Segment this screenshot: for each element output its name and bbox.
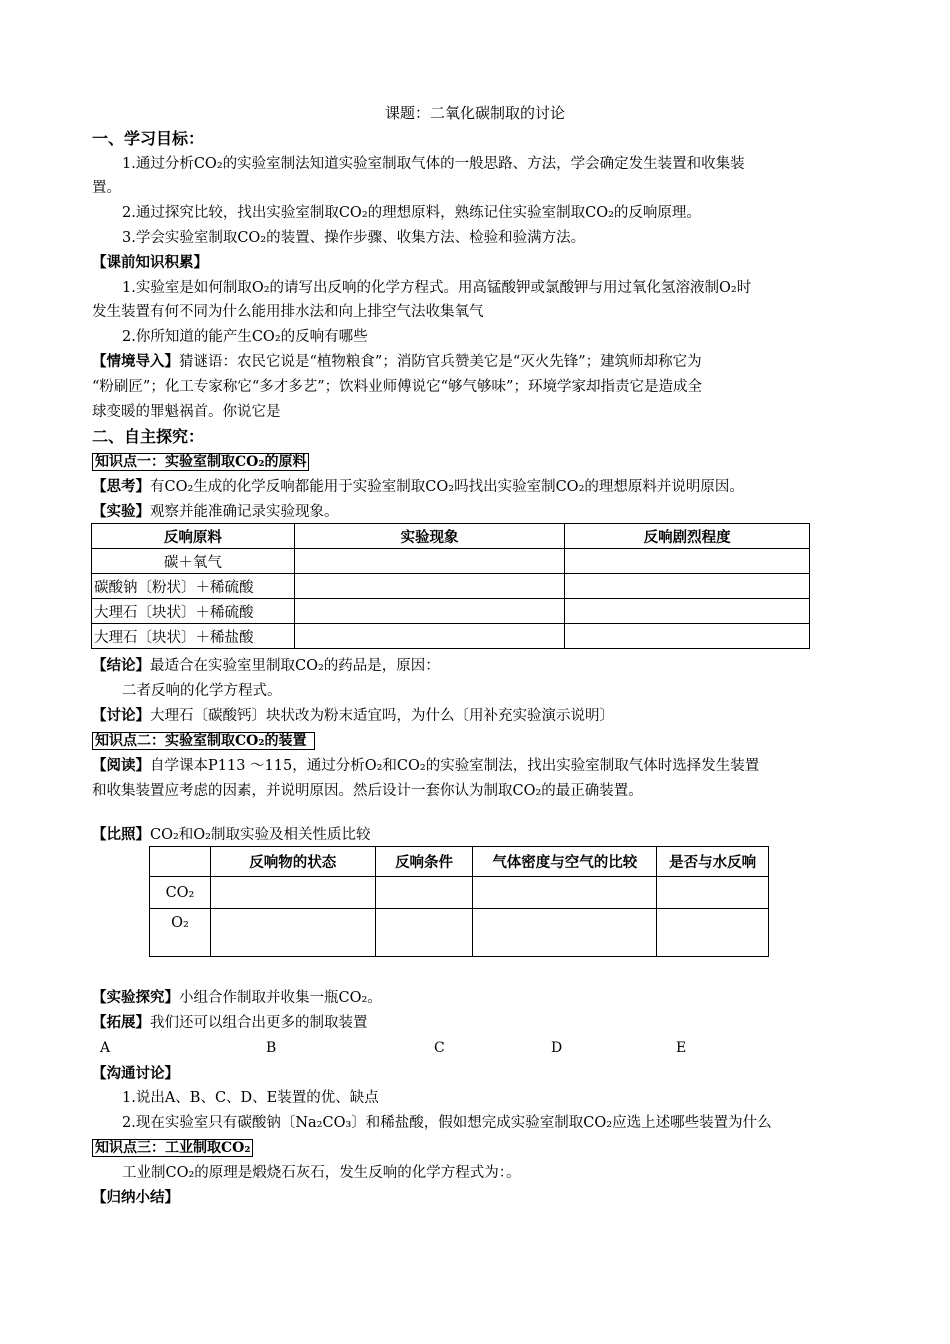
conclusion-line-2: 二者反响的化学方程式。 [122,683,282,699]
table-cell: 碳酸钠〔粉状〕＋稀硫酸 [92,574,295,599]
table-cell: O₂ [150,909,211,957]
intro-line-3: 球变暖的罪魁祸首。你说它是 [92,404,281,420]
apparatus-label-a: A [100,1040,111,1056]
experiment-text: 观察并能准确记录实验现象。 [150,504,339,520]
extension-line [92,1013,368,1033]
summary-label: 【归纳小结】 [92,1189,179,1206]
table-cell [210,909,375,957]
reading-text-1: 自学课本P113 ～115，通过分析O₂和CO₂的实验室制法，找出实验室制取气体时选择发生装置 [150,758,760,774]
table-cell [657,877,769,909]
prior-q1-line-a: 1.实验室是如何制取O₂的请写出反响的化学方程式。用高锰酸钾或氯酸钾与用过氧化氢溶液制O₂时 [122,280,752,296]
prior-q1-line-b: 发生装置有何不同为什么能用排水法和向上排空气法收集氧气 [92,304,484,320]
discussion-text: 大理石〔碳酸钙〕块状改为粉末适宜吗，为什么〔用补充实验演示说明〕 [150,708,614,724]
table-cell: CO₂ [150,877,211,909]
think-text: 有CO₂生成的化学反响都能用于实验室制取CO₂吗找出实验室制CO₂的理想原料并说明原因。 [150,479,744,495]
apparatus-label-b: B [266,1040,277,1056]
table-row [92,549,810,574]
table-cell [210,877,375,909]
think-line [92,477,744,497]
kp1-box: 知识点一：实验室制取CO₂的原料 [92,453,309,471]
prior-q2: 2.你所知道的能产生CO₂的反响有哪些 [122,329,368,345]
table-cell [565,574,810,599]
kp3-box: 知识点三：工业制取CO₂ [92,1139,253,1157]
intro-line-1 [92,352,702,372]
table-header: 反响条件 [375,847,473,877]
compare-line [92,825,371,845]
experiment-line [92,502,339,522]
apparatus-label-e: E [676,1040,687,1056]
table-row [92,599,810,624]
table-cell [565,549,810,574]
section-2-heading: 二、自主探究： [92,427,205,446]
compare-text: CO₂和O₂制取实验及相关性质比较 [150,827,371,843]
table-row [150,909,769,957]
kp3-box-wrapper [92,1138,253,1158]
table-row [92,624,810,649]
goal-1-line-b: 置。 [92,180,121,196]
think-label: 【思考】 [92,478,150,495]
communication-label: 【沟通讨论】 [92,1065,179,1082]
communication-q1: 1.说出A、B、C、D、E装置的优、缺点 [122,1090,379,1106]
reading-line-2: 和收集装置应考虑的因素，并说明原因。然后设计一套你认为制取CO₂的最正确装置。 [92,783,643,799]
industrial-text: 工业制CO₂的原理是煅烧石灰石，发生反响的化学方程式为：。 [122,1165,521,1181]
table-row [150,877,769,909]
compare-label: 【比照】 [92,826,150,843]
kp2-box: 知识点二：实验室制取CO₂的装置 [92,732,315,750]
goal-3: 3.学会实验室制取CO₂的装置、操作步骤、收集方法、检验和验满方法。 [122,230,586,246]
table-cell [294,624,565,649]
table-row [92,574,810,599]
section-1-heading: 一、学习目标： [92,129,205,148]
table-cell [565,599,810,624]
table-cell [657,909,769,957]
table-header: 实验现象 [294,524,565,549]
conclusion-text: 最适合在实验室里制取CO₂的药品是，原因： [150,658,440,674]
table-cell: 大理石〔块状〕＋稀硫酸 [92,599,295,624]
table-cell [473,909,657,957]
table-cell [294,549,565,574]
table-cell [565,624,810,649]
table-cell [375,877,473,909]
table-cell [375,909,473,957]
goal-2: 2.通过探究比较，找出实验室制取CO₂的理想原料，熟练记住实验室制取CO₂的反响原理。 [122,205,701,221]
discussion-line [92,706,614,726]
kp2-box-wrapper [92,731,315,751]
apparatus-label-c: C [434,1040,445,1056]
intro-label: 【情境导入】 [92,353,179,370]
experiment-label: 【实验】 [92,503,150,520]
prior-knowledge-label: 【课前知识积累】 [92,254,208,271]
table-cell [473,877,657,909]
table-header: 反响物的状态 [210,847,375,877]
conclusion-line [92,656,440,676]
explore-text: 小组合作制取并收集一瓶CO₂。 [179,990,382,1006]
table-header: 反响原料 [92,524,295,549]
extension-text: 我们还可以组合出更多的制取装置 [150,1015,368,1031]
kp1-box-wrapper [92,452,309,472]
communication-q2: 2.现在实验室只有碳酸钠〔Na₂CO₃〕和稀盐酸，假如想完成实验室制取CO₂应选上述哪些装置为什么 [122,1115,772,1131]
table-header [150,847,211,877]
table-header: 反响剧烈程度 [565,524,810,549]
table-header-row [150,847,769,877]
intro-text-1: 猜谜语：农民它说是“植物粮食”；消防官兵赞美它是“灭火先锋”；建筑师却称它为 [179,354,702,370]
comparison-table [149,846,769,957]
explore-label: 【实验探究】 [92,989,179,1006]
table-header: 是否与水反响 [657,847,769,877]
table-cell [294,574,565,599]
conclusion-label: 【结论】 [92,657,150,674]
reading-label: 【阅读】 [92,757,150,774]
table-header-row [92,524,810,549]
apparatus-label-d: D [551,1040,563,1056]
table-cell [294,599,565,624]
table-cell: 大理石〔块状〕＋稀盐酸 [92,624,295,649]
intro-line-2: “粉刷匠”；化工专家称它“多才多艺”；饮料业师傅说它“够气够味”；环境学家却指责它是造成全 [92,379,702,395]
reading-line-1 [92,756,759,776]
explore-line [92,988,382,1008]
table-header: 气体密度与空气的比较 [473,847,657,877]
goal-1-line-a: 1.通过分析CO₂的实验室制法知道实验室制取气体的一般思路、方法，学会确定发生装置和收集装 [122,156,745,172]
experiment-table [91,523,810,649]
doc-title: 课题：二氧化碳制取的讨论 [384,104,565,122]
extension-label: 【拓展】 [92,1014,150,1031]
table-cell: 碳＋氧气 [92,549,295,574]
discussion-label: 【讨论】 [92,707,150,724]
